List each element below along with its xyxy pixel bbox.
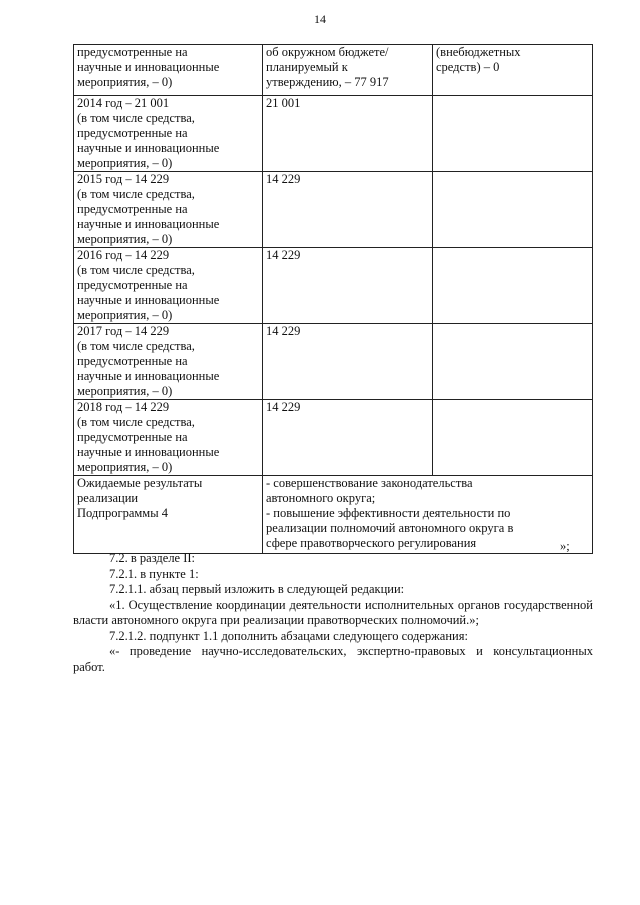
closing-mark: »;: [560, 539, 570, 553]
table-cell: [433, 96, 593, 172]
table-row: [74, 248, 593, 324]
table-cell: предусмотренные на научные и инновационные мероприятия, – 0): [74, 45, 263, 96]
table-row: [74, 172, 593, 248]
paragraph: 7.2. в разделе II:: [109, 551, 196, 565]
table-cell: 2017 год – 14 229 (в том числе средства, предусмотренные на научные и инновационные мероприятия, – 0): [74, 324, 263, 400]
table-row: [74, 96, 593, 172]
table-cell: [433, 172, 593, 248]
funding-table: [73, 44, 593, 554]
table-row: [74, 400, 593, 476]
paragraph: 7.2.1.1. абзац первый изложить в следующей редакции:: [109, 582, 405, 596]
table-cell: 2015 год – 14 229 (в том числе средства, предусмотренные на научные и инновационные мероприятия, – 0): [74, 172, 263, 248]
paragraph: «1. Осуществление координации деятельности исполнительных органов государственной власти автономного округа при реализации правотворческих полномочий.»;: [73, 597, 593, 627]
table-cell: 2016 год – 14 229 (в том числе средства, предусмотренные на научные и инновационные мероприятия, – 0): [74, 248, 263, 324]
results-text: - совершенствование законодательства автономного округа; - повышение эффективности деятельности по реализации полномочий автономного округа в сфере правотворческого регулирования: [263, 476, 593, 554]
page-number: 14: [314, 12, 326, 26]
table-cell: 14 229: [263, 400, 433, 476]
table-row: [74, 45, 593, 96]
table-cell: [433, 324, 593, 400]
paragraph: 7.2.1.2. подпункт 1.1 дополнить абзацами следующего содержания:: [109, 628, 468, 643]
table-cell: 14 229: [263, 324, 433, 400]
paragraph: 7.2.1. в пункте 1:: [109, 566, 199, 581]
results-label: Ожидаемые результаты реализации Подпрограммы 4: [74, 476, 263, 554]
table-cell: 2014 год – 21 001 (в том числе средства, предусмотренные на научные и инновационные мероприятия, – 0): [74, 96, 263, 172]
table-cell: 21 001: [263, 96, 433, 172]
table-cell: (внебюджетных средств) – 0: [433, 45, 593, 96]
table-cell: [433, 400, 593, 476]
table-row: [74, 476, 593, 554]
table-row: [74, 324, 593, 400]
table-cell: 2018 год – 14 229 (в том числе средства, предусмотренные на научные и инновационные мероприятия, – 0): [74, 400, 263, 476]
body-text: [73, 551, 593, 675]
table-cell: 14 229: [263, 248, 433, 324]
paragraph: «- проведение научно-исследовательских, экспертно-правовых и консультационных работ.: [73, 644, 593, 674]
table-cell: [433, 248, 593, 324]
table-cell: об окружном бюджете/ планируемый к утверждению, – 77 917: [263, 45, 433, 96]
table-cell: 14 229: [263, 172, 433, 248]
